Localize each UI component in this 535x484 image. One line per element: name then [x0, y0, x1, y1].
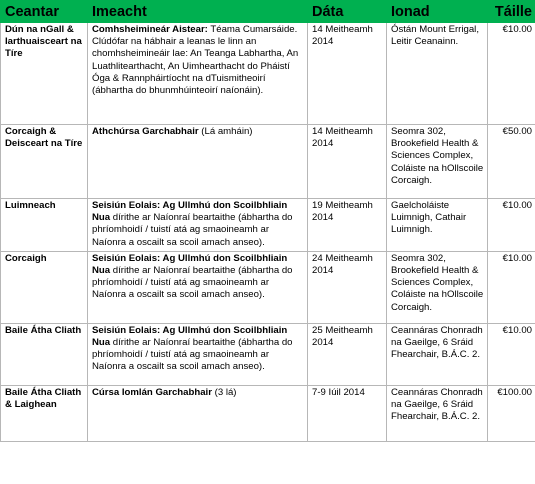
cell-ceantar: Baile Átha Cliath & Laighean — [1, 385, 88, 441]
event-title-suffix: dírithe ar Naíonraí beartaithe (ábhartha do phríomhoidí / tuistí atá ag smaoineamh ar Naíonra a oscailt sa scoil amach anseo). — [92, 265, 293, 301]
event-title-suffix: (3 lá) — [211, 386, 237, 398]
event-title: Seisiún Eolais: Ag Ullmhú don Scoilbhliain Nua — [92, 252, 288, 277]
header-ionad: Ionad — [387, 1, 488, 23]
cell-data: 19 Meitheamh 2014 — [308, 199, 387, 252]
cell-data: 25 Meitheamh 2014 — [308, 323, 387, 385]
cell-tailli: €10.00 — [488, 23, 535, 125]
cell-tailli: €50.00 — [488, 125, 535, 199]
header-data: Dáta — [308, 1, 387, 23]
event-title-suffix: dírithe ar Naíonraí beartaithe (ábhartha do phríomhoidí / tuistí atá ag smaoineamh ar Naíonra a oscailt sa scoil amach anseo). — [92, 337, 293, 373]
table-row — [1, 385, 535, 441]
event-title: Seisiún Eolais: Ag Ullmhú don Scoilbhliain Nua — [92, 324, 288, 349]
cell-ionad: Ceannáras Chonradh na Gaeilge, 6 Sráid Fhearchair, B.Á.C. 2. — [387, 385, 488, 441]
event-title: Athchúrsa Garchabhair — [92, 126, 199, 137]
cell-data: 24 Meitheamh 2014 — [308, 251, 387, 323]
cell-ceantar: Corcaigh — [1, 251, 88, 323]
table-row — [1, 199, 535, 252]
cell-ceantar: Baile Átha Cliath — [1, 323, 88, 385]
cell-data: 14 Meitheamh 2014 — [308, 125, 387, 199]
cell-imeacht — [88, 199, 308, 252]
event-title-suffix: (Lá amháin) — [198, 126, 253, 137]
header-ceantar: Ceantar — [1, 1, 88, 23]
cell-ionad: Óstán Mount Errigal, Leitir Ceanainn. — [387, 23, 488, 125]
header-tailli: Táille — [488, 1, 535, 23]
table-row — [1, 23, 535, 125]
cell-tailli: €100.00 — [488, 385, 535, 441]
cell-tailli: €10.00 — [488, 251, 535, 323]
table-header — [1, 1, 535, 23]
cell-ionad: Ceannáras Chonradh na Gaeilge, 6 Sráid Fhearchair, B.Á.C. 2. — [387, 323, 488, 385]
cell-tailli: €10.00 — [488, 323, 535, 385]
cell-ceantar: Luimneach — [1, 199, 88, 252]
event-title-suffix: dírithe ar Naíonraí beartaithe (ábhartha do phríomhoidí / tuistí atá ag smaoineamh ar Naíonra a oscailt sa scoil amach anseo). — [92, 212, 293, 248]
cell-imeacht — [88, 385, 308, 441]
cell-imeacht — [88, 323, 308, 385]
cell-imeacht — [88, 125, 308, 199]
table-row — [1, 251, 535, 323]
cell-data: 7-9 Iúil 2014 — [308, 385, 387, 441]
cell-ceantar: Dún na nGall & Iarthuaisceart na Tíre — [1, 23, 88, 125]
event-description: Clúdófar na hábhair a leanas le linn an chomhsheimineáir lae: An Teanga Labhartha, An Luathlitearthacht, An Uimhearthacht do Pháistí Óga & Rannpháirtíocht na dTuismitheoirí (ábhartha do bhunmhúinteoirí naíonáin). — [92, 36, 299, 97]
event-title: Seisiún Eolais: Ag Ullmhú don Scoilbhliain Nua — [92, 200, 288, 224]
table-row — [1, 125, 535, 199]
cell-ionad: Gaelcholáiste Luimnigh, Cathair Luimnigh. — [387, 199, 488, 252]
table-row — [1, 323, 535, 385]
cell-ionad: Seomra 302, Brookefield Health & Sciences Complex, Coláiste na hOllscoile Corcaigh. — [387, 125, 488, 199]
header-row — [1, 1, 535, 23]
table-body — [1, 23, 535, 442]
cell-data: 14 Meitheamh 2014 — [308, 23, 387, 125]
event-title: Comhsheimineár Aistear: — [92, 24, 208, 35]
cell-imeacht — [88, 23, 308, 125]
cell-imeacht — [88, 251, 308, 323]
event-title-suffix: Téama Cumarsáide. — [207, 24, 298, 35]
cell-tailli: €10.00 — [488, 199, 535, 252]
cell-ceantar: Corcaigh & Deisceart na Tíre — [1, 125, 88, 199]
event-title: Cúrsa Iomlán Garchabhair — [92, 386, 212, 398]
header-imeacht: Imeacht — [88, 1, 308, 23]
cell-ionad: Seomra 302, Brookefield Health & Sciences Complex, Coláiste na hOllscoile Corcaigh. — [387, 251, 488, 323]
